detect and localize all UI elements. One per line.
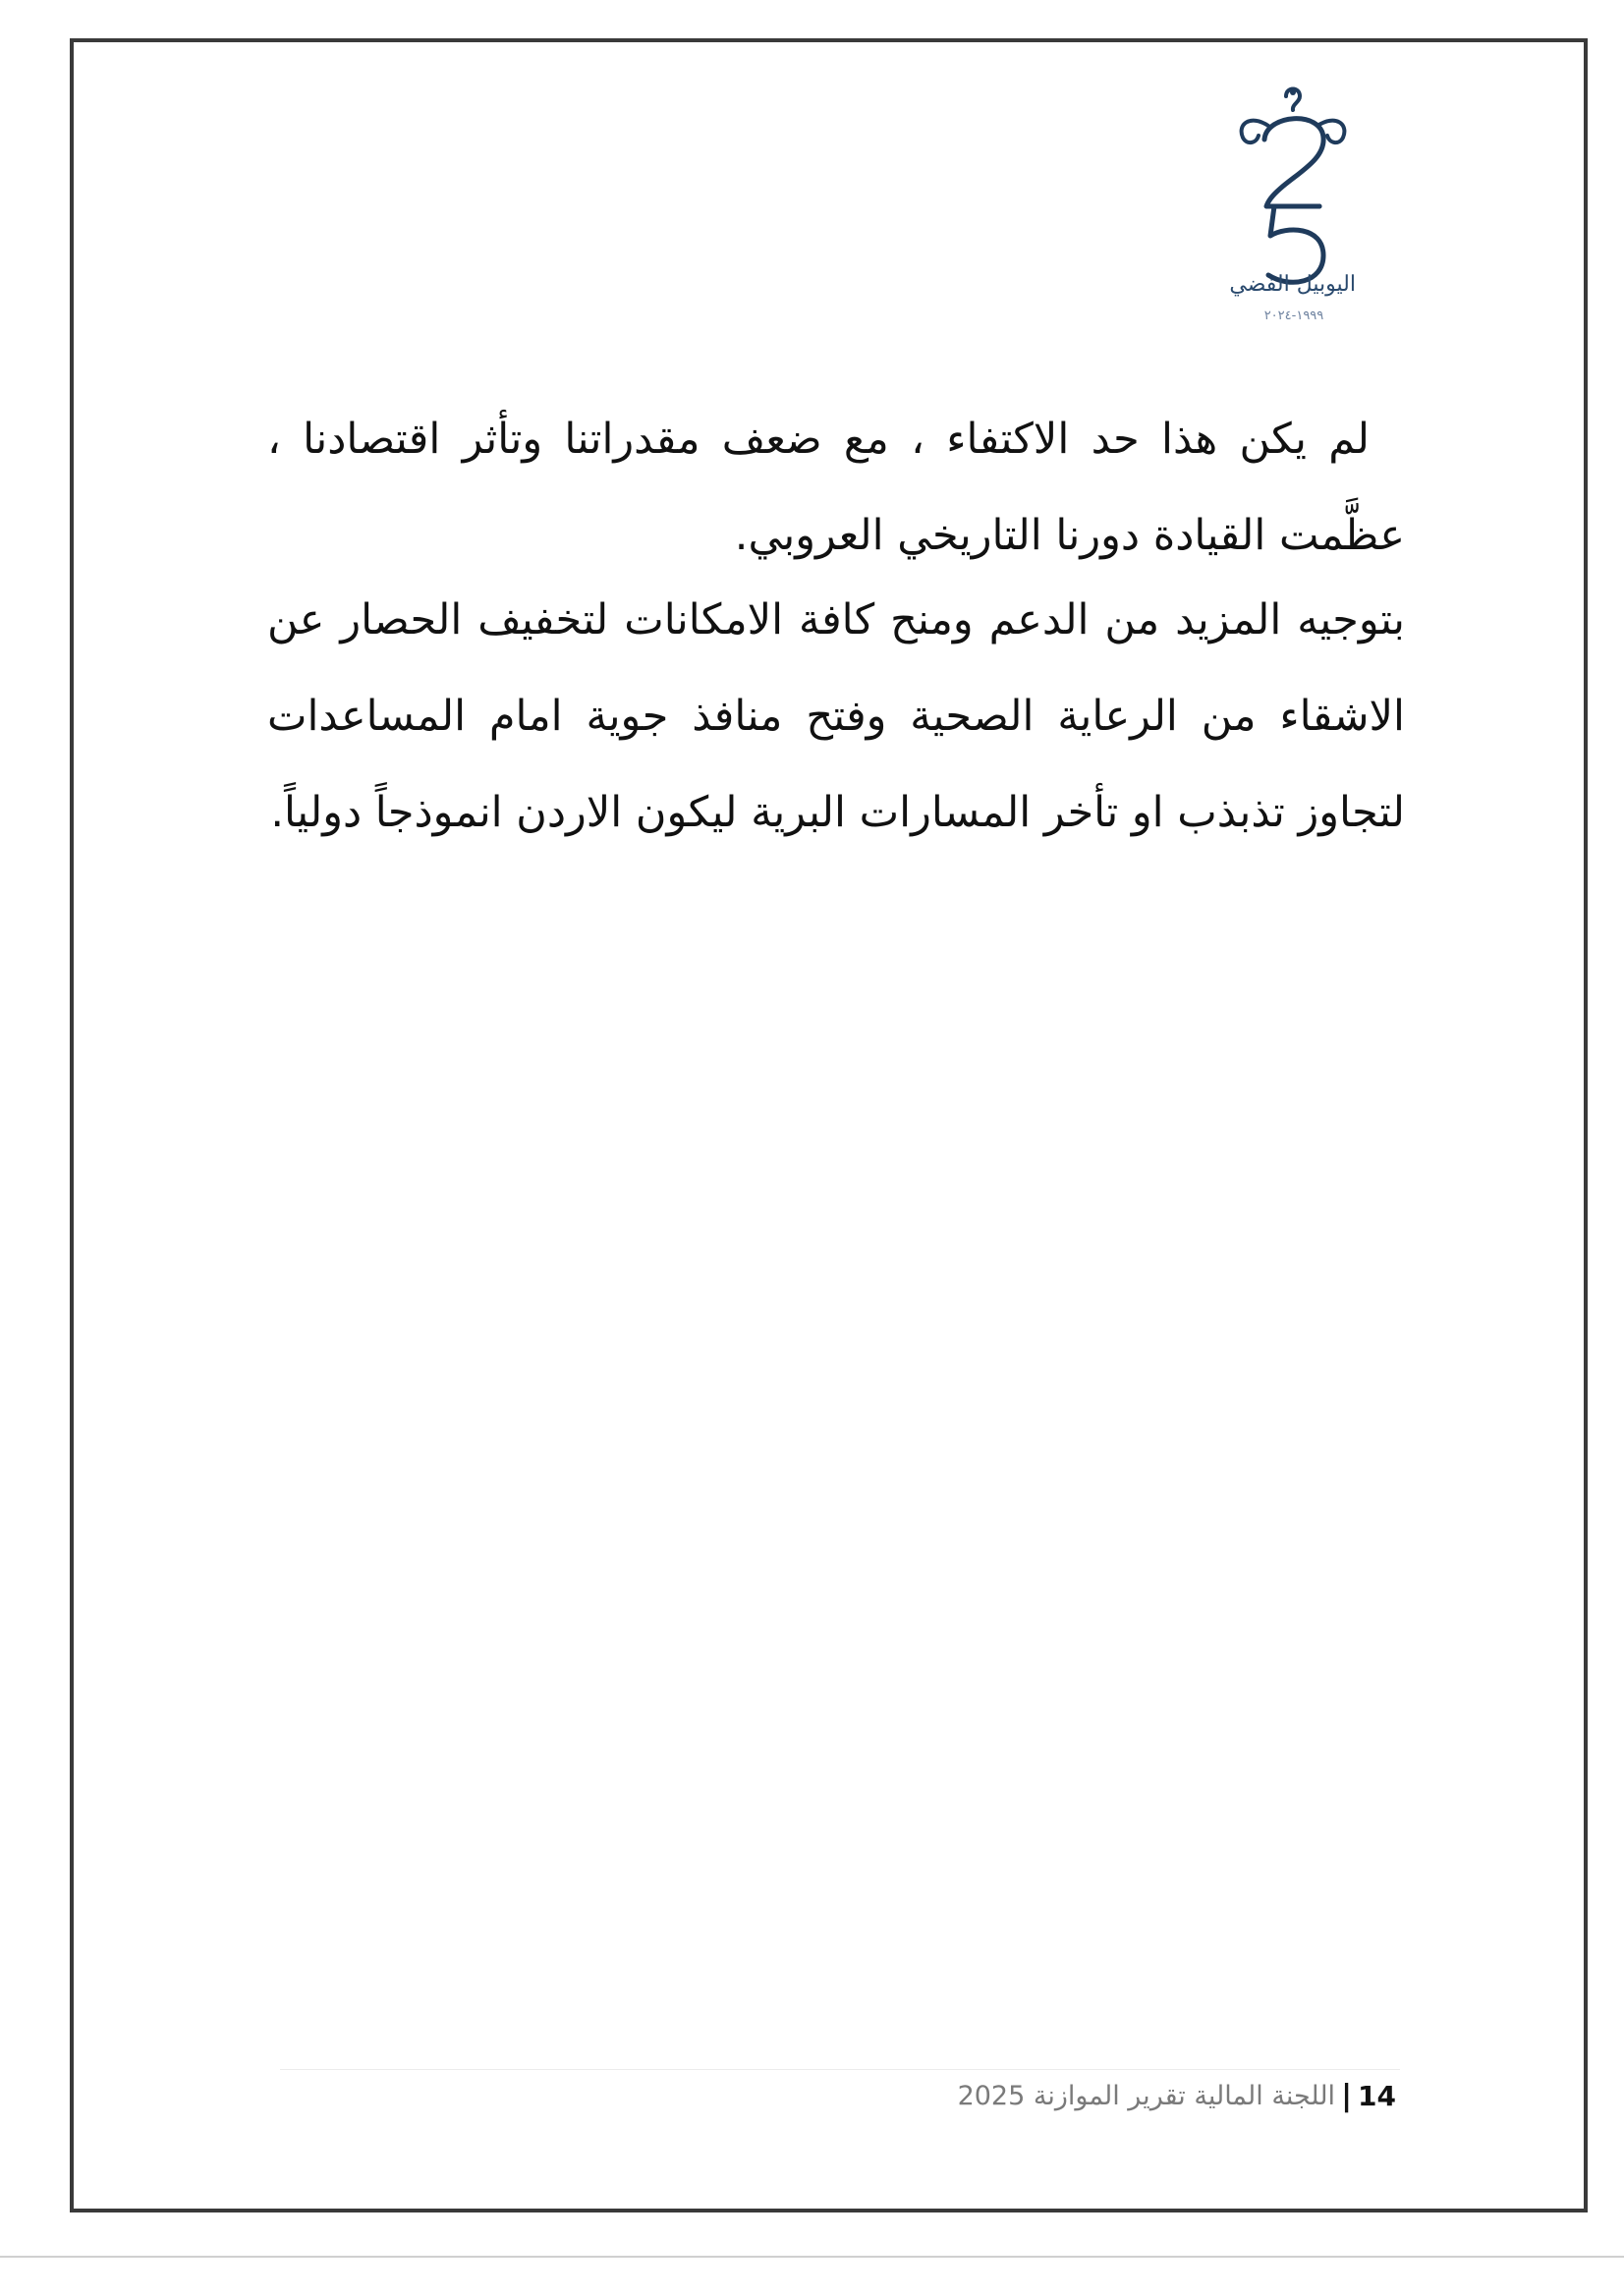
silver-jubilee-logo [1229, 79, 1357, 334]
logo-years: ١٩٩٩-٢٠٢٤ [1263, 308, 1324, 323]
page-number: 14 [1358, 2080, 1396, 2112]
page-footer [958, 2079, 1396, 2113]
footer-divider [280, 2069, 1400, 2070]
paragraph-1: لم يكن هذا حد الاكتفاء ، مع ضعف مقدراتنا وتأثر اقتصادنا ، عظَّمت القيادة دورنا التاريخي العروبي. [267, 415, 1405, 560]
page-frame [70, 38, 1588, 2212]
footer-separator: | [1341, 2079, 1353, 2113]
body-text [267, 391, 1405, 861]
logo-caption: اليوبيل الفضي [1229, 272, 1356, 297]
scan-edge-line [0, 2256, 1624, 2258]
footer-title: اللجنة المالية تقرير الموازنة 2025 [957, 2081, 1336, 2111]
paragraph-2: بتوجيه المزيد من الدعم ومنح كافة الامكانات لتخفيف الحصار عن الاشقاء من الرعاية الصحية وفتح منافذ جوية امام المساعدات لتجاوز تذبذب او تأخر المسارات البرية ليكون الاردن انموذجاً دولياً. [267, 595, 1405, 837]
